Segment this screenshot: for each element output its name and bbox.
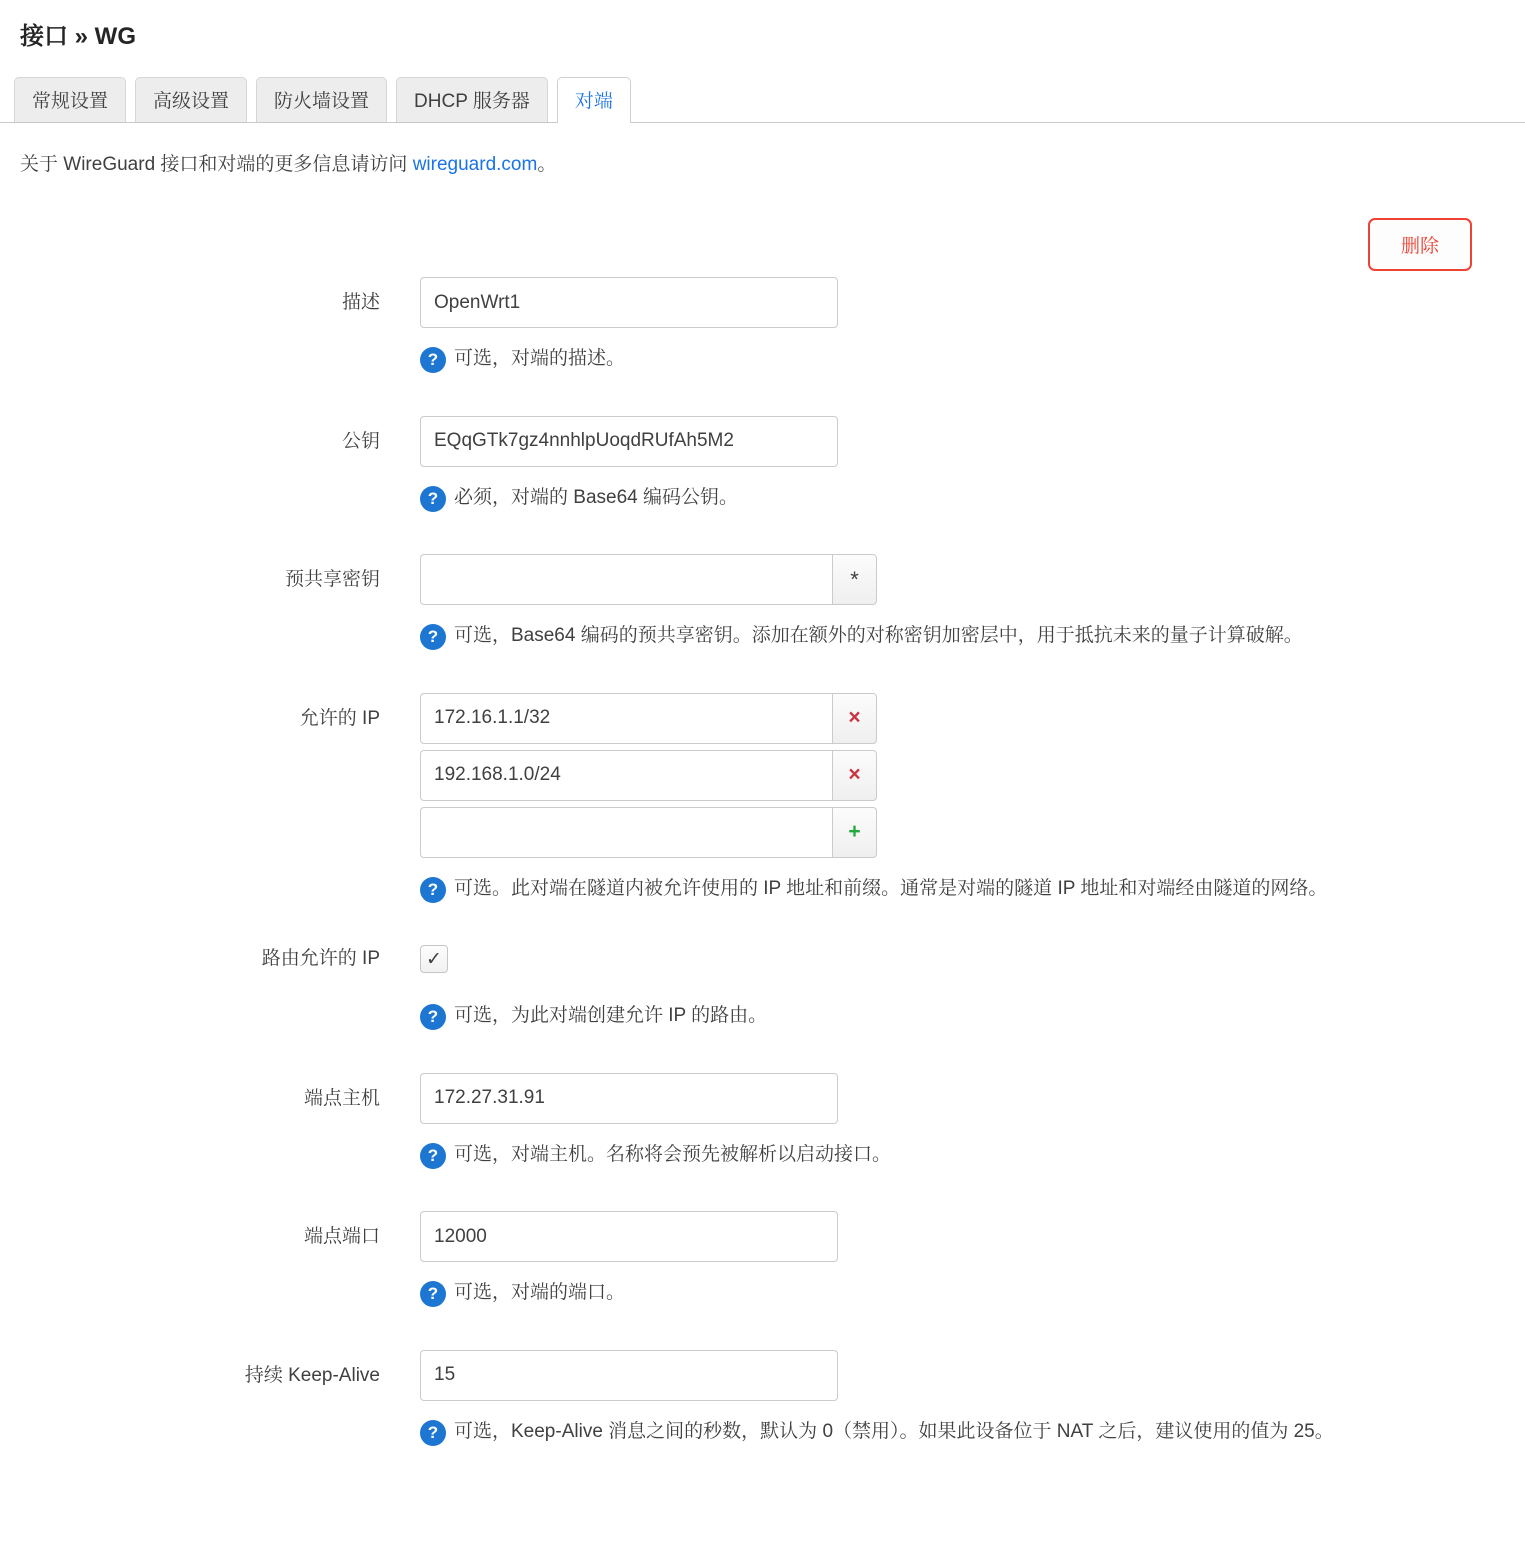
intro-prefix: 关于 WireGuard 接口和对端的更多信息请访问	[20, 154, 413, 175]
allowed-ips-label: 允许的 IP	[299, 707, 380, 729]
keep-alive-help-text: 可选，Keep-Alive 消息之间的秒数，默认为 0（禁用）。如果此设备位于 NAT 之后，建议使用的值为 25。	[454, 1420, 1334, 1442]
allowed-ips-help	[420, 875, 1495, 904]
allowed-ip-input-1[interactable]	[420, 693, 832, 744]
field-row-keep-alive	[20, 1350, 1505, 1447]
public-key-label: 公钥	[341, 430, 380, 452]
description-label: 描述	[341, 292, 380, 313]
allowed-ip-item	[420, 750, 877, 801]
public-key-input[interactable]	[420, 416, 838, 467]
public-key-help	[420, 484, 1495, 513]
preshared-key-help	[420, 622, 1495, 651]
tab-peers[interactable]: 对端	[557, 77, 631, 123]
route-allowed-ips-help-text: 可选，为此对端创建允许 IP 的路由。	[454, 1005, 768, 1026]
route-allowed-ips-label: 路由允许的 IP	[261, 948, 380, 969]
add-entry-icon[interactable]: +	[832, 807, 877, 858]
preshared-key-help-text: 可选，Base64 编码的预共享密钥。添加在额外的对称密钥加密层中，用于抵抗未来的量子计算破解。	[454, 625, 1303, 646]
endpoint-host-help	[420, 1141, 1495, 1170]
allowed-ip-item-new	[420, 807, 877, 858]
preshared-key-input[interactable]	[420, 554, 832, 605]
help-icon: ?	[420, 877, 446, 903]
page-title: 接口 » WG	[20, 23, 137, 50]
route-allowed-ips-checkbox[interactable]	[420, 945, 448, 973]
description-input[interactable]	[420, 277, 838, 328]
allowed-ip-input-new[interactable]	[420, 807, 832, 858]
help-icon: ?	[420, 1281, 446, 1307]
help-icon: ?	[420, 1004, 446, 1030]
intro-suffix: 。	[537, 154, 557, 175]
tab-firewall-settings[interactable]: 防火墙设置	[256, 77, 387, 122]
preshared-key-label: 预共享密钥	[284, 569, 380, 590]
tab-dhcp-server[interactable]: DHCP 服务器	[396, 77, 548, 122]
help-icon: ?	[420, 486, 446, 512]
tab-advanced-settings[interactable]: 高级设置	[135, 77, 247, 122]
field-row-public-key	[20, 416, 1505, 513]
field-row-allowed-ips	[20, 693, 1505, 904]
allowed-ip-item	[420, 693, 877, 744]
endpoint-port-label: 端点端口	[303, 1226, 380, 1247]
help-icon: ?	[420, 1143, 446, 1169]
wireguard-link[interactable]: wireguard.com	[412, 154, 538, 175]
description-help	[420, 345, 1495, 374]
help-icon: ?	[420, 1420, 446, 1446]
endpoint-host-input[interactable]	[420, 1073, 838, 1124]
public-key-help-text: 必须，对端的 Base64 编码公钥。	[454, 486, 738, 508]
checkmark-icon: ✓	[426, 948, 442, 970]
field-row-route-allowed-ips	[20, 945, 1505, 1031]
tab-bar	[0, 77, 1525, 123]
intro-text	[20, 149, 1505, 176]
reveal-password-icon[interactable]: *	[832, 554, 877, 605]
peer-actions	[20, 218, 1505, 271]
delete-peer-button[interactable]: 删除	[1368, 218, 1472, 271]
remove-entry-icon[interactable]: ×	[832, 693, 877, 744]
allowed-ip-input-2[interactable]	[420, 750, 832, 801]
field-row-description	[20, 277, 1505, 374]
keep-alive-input[interactable]	[420, 1350, 838, 1401]
description-help-text: 可选，对端的描述。	[454, 348, 626, 369]
tab-general-settings[interactable]: 常规设置	[14, 77, 126, 122]
keep-alive-help	[420, 1418, 1495, 1447]
help-icon: ?	[420, 347, 446, 373]
field-row-endpoint-port	[20, 1211, 1505, 1308]
endpoint-port-input[interactable]	[420, 1211, 838, 1262]
keep-alive-label: 持续 Keep-Alive	[244, 1364, 380, 1386]
endpoint-host-label: 端点主机	[303, 1087, 380, 1109]
endpoint-host-help-text: 可选，对端主机。名称将会预先被解析以启动接口。	[454, 1143, 892, 1165]
help-icon: ?	[420, 624, 446, 650]
route-allowed-ips-help	[420, 1002, 1495, 1031]
field-row-preshared-key	[20, 554, 1505, 651]
allowed-ips-help-text: 可选。此对端在隧道内被允许使用的 IP 地址和前缀。通常是对端的隧道 IP 地址和对端经由隧道的网络。	[454, 877, 1328, 899]
endpoint-port-help-text: 可选，对端的端口。	[454, 1282, 626, 1303]
remove-entry-icon[interactable]: ×	[832, 750, 877, 801]
endpoint-port-help	[420, 1279, 1495, 1308]
preshared-key-group	[420, 554, 877, 605]
field-row-endpoint-host	[20, 1073, 1505, 1170]
